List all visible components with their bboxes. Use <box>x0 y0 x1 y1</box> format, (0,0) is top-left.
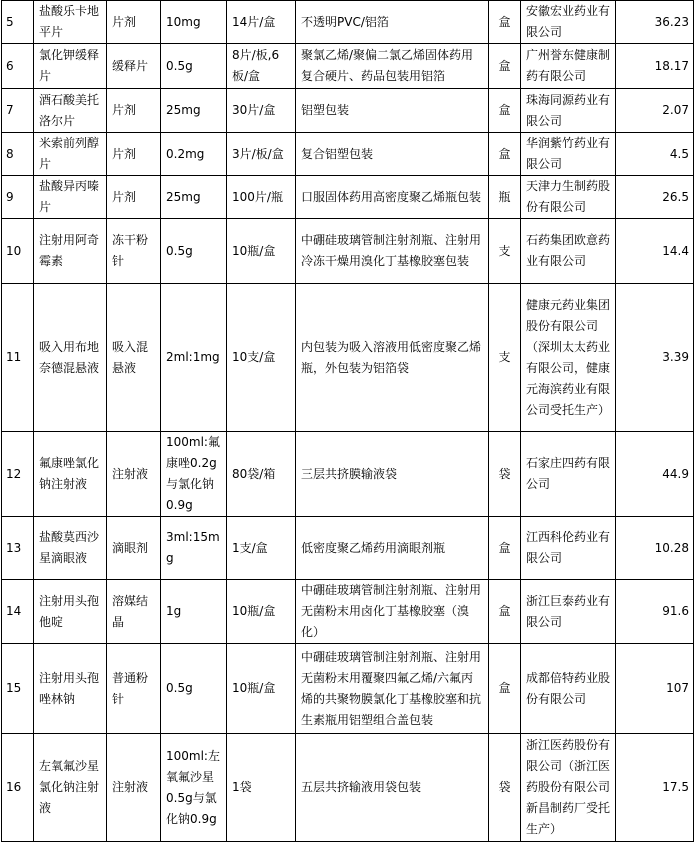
cell-unit: 袋 <box>489 432 521 517</box>
cell-spec: 25mg <box>161 176 227 219</box>
cell-unit: 盒 <box>489 644 521 734</box>
table-row <box>2 176 694 219</box>
cell-pack-material: 不透明PVC/铝箔 <box>296 1 489 44</box>
cell-no: 12 <box>2 432 34 517</box>
cell-dosage-form: 溶媒结晶 <box>107 580 161 644</box>
cell-pack-material: 口服固体药用高密度聚乙烯瓶包装 <box>296 176 489 219</box>
cell-dosage-form: 片剂 <box>107 133 161 176</box>
cell-no: 15 <box>2 644 34 734</box>
cell-pack-material: 内包装为吸入溶液用低密度聚乙烯瓶，外包装为铝箔袋 <box>296 284 489 432</box>
cell-pack-qty: 1支/盒 <box>227 517 296 580</box>
table-row <box>2 580 694 644</box>
cell-dosage-form: 吸入混悬液 <box>107 284 161 432</box>
table-row <box>2 44 694 89</box>
table-row <box>2 133 694 176</box>
cell-no: 10 <box>2 219 34 284</box>
drug-price-table <box>1 0 694 842</box>
cell-no: 8 <box>2 133 34 176</box>
cell-spec: 0.2mg <box>161 133 227 176</box>
cell-pack-qty: 1袋 <box>227 734 296 842</box>
cell-dosage-form: 缓释片 <box>107 44 161 89</box>
cell-drug-name: 注射用头孢他啶 <box>34 580 107 644</box>
cell-drug-name: 氯化钾缓释片 <box>34 44 107 89</box>
cell-spec: 100ml:氟康唑0.2g与氯化钠0.9g <box>161 432 227 517</box>
cell-spec: 1g <box>161 580 227 644</box>
cell-dosage-form: 注射液 <box>107 432 161 517</box>
table-row <box>2 284 694 432</box>
cell-spec: 0.5g <box>161 644 227 734</box>
cell-dosage-form: 冻干粉针 <box>107 219 161 284</box>
cell-dosage-form: 滴眼剂 <box>107 517 161 580</box>
cell-drug-name: 米索前列醇片 <box>34 133 107 176</box>
cell-unit: 盒 <box>489 89 521 133</box>
cell-drug-name: 酒石酸美托洛尔片 <box>34 89 107 133</box>
cell-spec: 2ml:1mg <box>161 284 227 432</box>
cell-price: 18.17 <box>616 44 694 89</box>
cell-manufacturer: 华润紫竹药业有限公司 <box>521 133 616 176</box>
cell-price: 107 <box>616 644 694 734</box>
cell-no: 5 <box>2 1 34 44</box>
cell-spec: 10mg <box>161 1 227 44</box>
cell-no: 9 <box>2 176 34 219</box>
cell-unit: 支 <box>489 219 521 284</box>
cell-unit: 袋 <box>489 734 521 842</box>
cell-pack-material: 三层共挤膜输液袋 <box>296 432 489 517</box>
cell-no: 16 <box>2 734 34 842</box>
cell-no: 7 <box>2 89 34 133</box>
cell-pack-qty: 14片/盒 <box>227 1 296 44</box>
cell-pack-qty: 3片/板/盒 <box>227 133 296 176</box>
cell-unit: 盒 <box>489 580 521 644</box>
cell-no: 6 <box>2 44 34 89</box>
cell-spec: 0.5g <box>161 219 227 284</box>
table-row <box>2 734 694 842</box>
table-row <box>2 89 694 133</box>
cell-pack-qty: 30片/盒 <box>227 89 296 133</box>
cell-drug-name: 盐酸莫西沙星滴眼液 <box>34 517 107 580</box>
cell-dosage-form: 普通粉针 <box>107 644 161 734</box>
table-row <box>2 644 694 734</box>
cell-manufacturer: 浙江巨泰药业有限公司 <box>521 580 616 644</box>
cell-pack-material: 复合铝塑包装 <box>296 133 489 176</box>
cell-drug-name: 氟康唑氯化钠注射液 <box>34 432 107 517</box>
cell-dosage-form: 片剂 <box>107 176 161 219</box>
cell-dosage-form: 片剂 <box>107 1 161 44</box>
cell-drug-name: 盐酸乐卡地平片 <box>34 1 107 44</box>
cell-unit: 瓶 <box>489 176 521 219</box>
cell-spec: 3ml:15mg <box>161 517 227 580</box>
cell-drug-name: 注射用阿奇霉素 <box>34 219 107 284</box>
cell-price: 91.6 <box>616 580 694 644</box>
cell-manufacturer: 广州誉东健康制药有限公司 <box>521 44 616 89</box>
cell-pack-material: 五层共挤输液用袋包装 <box>296 734 489 842</box>
cell-spec: 0.5g <box>161 44 227 89</box>
cell-price: 17.5 <box>616 734 694 842</box>
cell-dosage-form: 片剂 <box>107 89 161 133</box>
cell-pack-qty: 8片/板,6板/盒 <box>227 44 296 89</box>
cell-pack-material: 中硼硅玻璃管制注射剂瓶、注射用无菌粉末用卤化丁基橡胶塞（溴化） <box>296 580 489 644</box>
cell-price: 36.23 <box>616 1 694 44</box>
cell-drug-name: 左氧氟沙星氯化钠注射液 <box>34 734 107 842</box>
cell-price: 4.5 <box>616 133 694 176</box>
cell-price: 3.39 <box>616 284 694 432</box>
cell-pack-material: 聚氯乙烯/聚偏二氯乙烯固体药用复合硬片、药品包装用铝箔 <box>296 44 489 89</box>
table-row <box>2 1 694 44</box>
cell-drug-name: 吸入用布地奈德混悬液 <box>34 284 107 432</box>
cell-no: 14 <box>2 580 34 644</box>
cell-spec: 25mg <box>161 89 227 133</box>
cell-pack-qty: 10瓶/盒 <box>227 580 296 644</box>
cell-manufacturer: 浙江医药股份有限公司（浙江医药股份有限公司新昌制药厂受托生产） <box>521 734 616 842</box>
cell-manufacturer: 成都倍特药业股份有限公司 <box>521 644 616 734</box>
cell-price: 26.5 <box>616 176 694 219</box>
cell-dosage-form: 注射液 <box>107 734 161 842</box>
cell-pack-qty: 100片/瓶 <box>227 176 296 219</box>
cell-pack-material: 中硼硅玻璃管制注射剂瓶、注射用冷冻干燥用溴化丁基橡胶塞包装 <box>296 219 489 284</box>
table-row <box>2 517 694 580</box>
cell-unit: 支 <box>489 284 521 432</box>
cell-manufacturer: 石药集团欧意药业有限公司 <box>521 219 616 284</box>
cell-manufacturer: 安徽宏业药业有限公司 <box>521 1 616 44</box>
cell-pack-qty: 10瓶/盒 <box>227 644 296 734</box>
cell-pack-qty: 10支/盒 <box>227 284 296 432</box>
cell-pack-material: 铝塑包装 <box>296 89 489 133</box>
cell-no: 13 <box>2 517 34 580</box>
cell-pack-material: 中硼硅玻璃管制注射剂瓶、注射用无菌粉末用覆聚四氟乙烯/六氟丙烯的共聚物膜氯化丁基橡胶塞和抗生素瓶用铝塑组合盖包装 <box>296 644 489 734</box>
cell-unit: 盒 <box>489 517 521 580</box>
cell-unit: 盒 <box>489 133 521 176</box>
table-row <box>2 432 694 517</box>
cell-unit: 盒 <box>489 44 521 89</box>
table-row <box>2 219 694 284</box>
cell-price: 44.9 <box>616 432 694 517</box>
cell-spec: 100ml:左氧氟沙星0.5g与氯化钠0.9g <box>161 734 227 842</box>
cell-pack-material: 低密度聚乙烯药用滴眼剂瓶 <box>296 517 489 580</box>
cell-price: 14.4 <box>616 219 694 284</box>
cell-manufacturer: 天津力生制药股份有限公司 <box>521 176 616 219</box>
cell-pack-qty: 10瓶/盒 <box>227 219 296 284</box>
cell-drug-name: 注射用头孢唑林钠 <box>34 644 107 734</box>
cell-unit: 盒 <box>489 1 521 44</box>
cell-manufacturer: 江西科伦药业有限公司 <box>521 517 616 580</box>
cell-price: 2.07 <box>616 89 694 133</box>
cell-manufacturer: 珠海同源药业有限公司 <box>521 89 616 133</box>
cell-pack-qty: 80袋/箱 <box>227 432 296 517</box>
cell-drug-name: 盐酸异丙嗪片 <box>34 176 107 219</box>
cell-manufacturer: 石家庄四药有限公司 <box>521 432 616 517</box>
cell-manufacturer: 健康元药业集团股份有限公司（深圳太太药业有限公司，健康元海滨药业有限公司受托生产） <box>521 284 616 432</box>
cell-no: 11 <box>2 284 34 432</box>
cell-price: 10.28 <box>616 517 694 580</box>
